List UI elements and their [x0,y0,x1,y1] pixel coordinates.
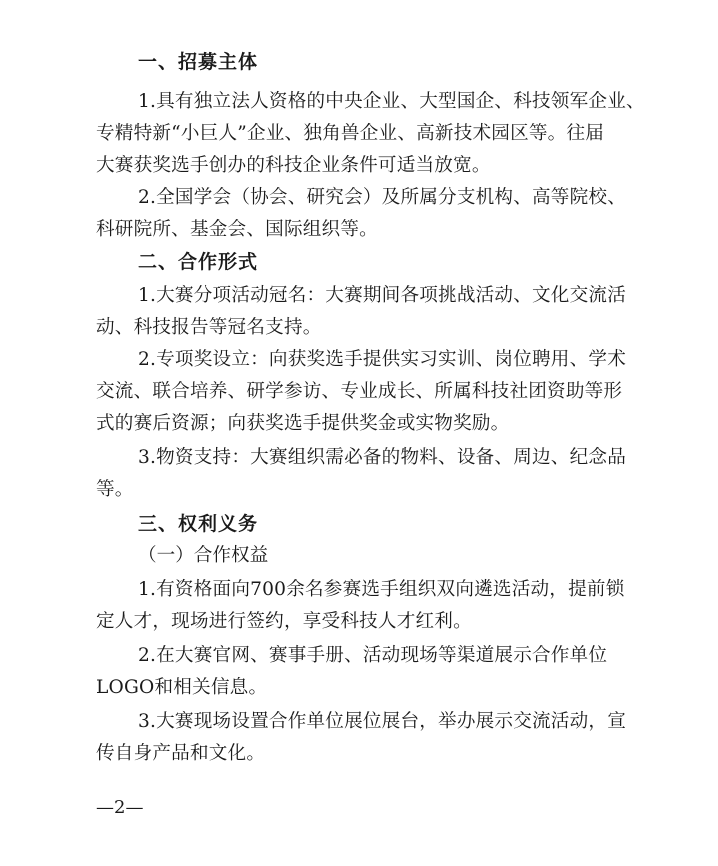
paragraph-line: 2.在大赛官网、赛事手册、活动现场等渠道展示合作单位 [138,645,608,666]
paragraph-line: 定人才，现场进行签约，享受科技人才红利。 [96,611,472,632]
paragraph-line: 式的赛后资源；向获奖选手提供奖金或实物奖励。 [96,413,510,434]
paragraph-line: 3.大赛现场设置合作单位展位展台，举办展示交流活动，宣 [138,711,626,732]
paragraph-line: 2.全国学会（协会、研究会）及所属分支机构、高等院校、 [138,187,626,208]
paragraph-line: 科研院所、基金会、国际组织等。 [96,219,378,240]
paragraph-line: 动、科技报告等冠名支持。 [96,317,322,338]
subsection-heading: （一）合作权益 [138,545,269,566]
section-heading-cooperation: 二、合作形式 [138,251,259,273]
paragraph-line: 等。 [96,479,134,500]
section-heading-recruitment: 一、招募主体 [138,51,259,73]
paragraph-line: 1.大赛分项活动冠名：大赛期间各项挑战活动、文化交流活 [138,285,626,306]
paragraph-line: 2.专项奖设立：向获奖选手提供实习实训、岗位聘用、学术 [138,349,626,370]
paragraph-line: 交流、联合培养、研学参访、专业成长、所属科技社团资助等形 [96,381,623,402]
section-heading-rights: 三、权利义务 [138,513,259,535]
page-number: —2— [96,797,144,818]
paragraph-line: 专精特新“小巨人”企业、独角兽企业、高新技术园区等。往届 [96,123,605,144]
paragraph-line: 3.物资支持：大赛组织需必备的物料、设备、周边、纪念品 [138,447,626,468]
paragraph-line: 1.具有独立法人资格的中央企业、大型国企、科技领军企业、 [138,91,645,112]
paragraph-line: LOGO和相关信息。 [96,677,268,698]
paragraph-line: 大赛获奖选手创办的科技企业条件可适当放宽。 [96,155,491,176]
paragraph-line: 1.有资格面向700余名参赛选手组织双向遴选活动，提前锁 [138,579,625,600]
paragraph-line: 传自身产品和文化。 [96,743,266,764]
